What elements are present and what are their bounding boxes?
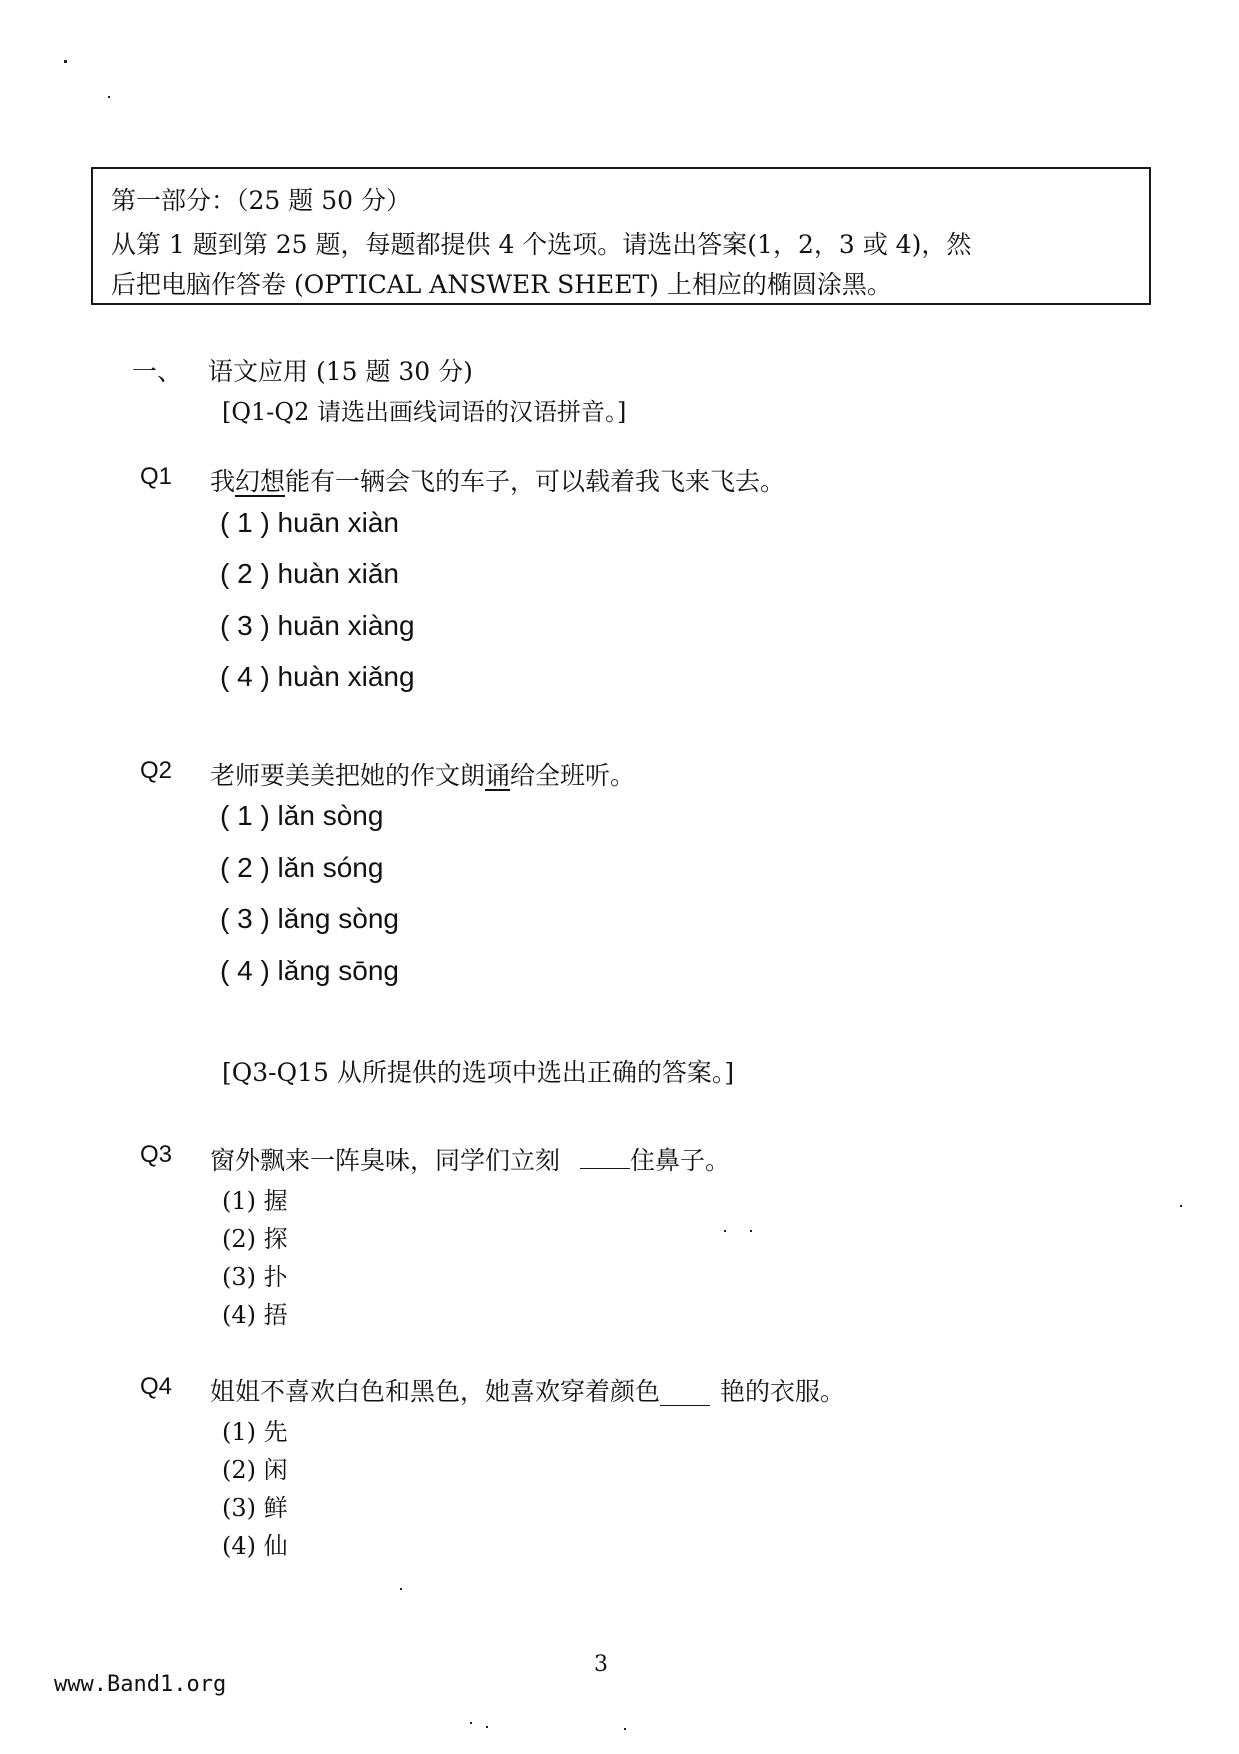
- question-text-part: 姐姐不喜欢白色和黑色，她喜欢穿着颜色: [210, 1377, 661, 1406]
- instruction-line-2: 后把电脑作答卷 (OPTICAL ANSWER SHEET) 上相应的椭圆涂黑。: [111, 270, 892, 299]
- question-text-part: 给全班听。: [510, 761, 636, 790]
- scan-speck: [108, 96, 110, 98]
- option-4[interactable]: (4) 捂: [222, 1301, 288, 1329]
- option-1[interactable]: ( 1 ) huān xiàn: [220, 507, 399, 538]
- page-number: 3: [594, 1652, 608, 1677]
- underlined-word: 幻想: [235, 467, 286, 496]
- scan-speck: [400, 1588, 402, 1590]
- question-text-part: 窗外飘来一阵臭味，同学们立刻: [210, 1146, 561, 1175]
- question-text-part: 艳的衣服。: [720, 1377, 846, 1406]
- option-2[interactable]: ( 2 ) lǎn sóng: [220, 852, 384, 883]
- question-number: Q1: [140, 463, 173, 490]
- instruction-line-1: 从第 1 题到第 25 题，每题都提供 4 个选项。请选出答案(1，2，3 或 4)，然: [111, 230, 972, 259]
- scan-speck: [470, 1722, 472, 1724]
- scan-speck: [1180, 1205, 1182, 1207]
- question-text-part: 我: [210, 467, 236, 496]
- question-number: Q4: [140, 1373, 173, 1400]
- website-watermark[interactable]: www.Band1.org: [54, 1672, 227, 1697]
- option-4[interactable]: ( 4 ) huàn xiǎng: [220, 661, 415, 692]
- question-text-part: 老师要美美把她的作文朗: [210, 761, 486, 790]
- question-text: [210, 462, 785, 498]
- underlined-word: 诵: [485, 761, 511, 790]
- question-text: [210, 1372, 845, 1408]
- scan-speck: [64, 60, 67, 63]
- question-number: Q3: [140, 1141, 173, 1168]
- section-title: 语文应用 (15 题 30 分): [208, 357, 473, 386]
- option-1[interactable]: (1) 握: [222, 1187, 288, 1215]
- scan-speck: [724, 1230, 726, 1232]
- option-2[interactable]: (2) 闲: [222, 1456, 288, 1484]
- option-1[interactable]: ( 1 ) lǎn sòng: [220, 800, 384, 831]
- scan-speck: [750, 1230, 752, 1232]
- option-4[interactable]: ( 4 ) lǎng sōng: [220, 955, 399, 986]
- section-note-q3-q15: [Q3-Q15 从所提供的选项中选出正确的答案。]: [222, 1058, 735, 1087]
- option-3[interactable]: ( 3 ) huān xiàng: [220, 610, 415, 641]
- question-text-part: 住鼻子。: [630, 1146, 731, 1175]
- section-note-q1-q2: [Q1-Q2 请选出画线词语的汉语拼音。]: [222, 398, 627, 426]
- question-number: Q2: [140, 757, 173, 784]
- question-text: [210, 756, 635, 792]
- option-2[interactable]: (2) 探: [222, 1225, 288, 1253]
- blank-line: ____: [580, 1140, 631, 1169]
- option-1[interactable]: (1) 先: [222, 1418, 288, 1446]
- option-2[interactable]: ( 2 ) huàn xiǎn: [220, 558, 399, 589]
- option-3[interactable]: (3) 扑: [222, 1263, 288, 1291]
- scan-speck: [624, 1728, 626, 1730]
- question-text: [210, 1140, 730, 1177]
- question-text-part: 能有一辆会飞的车子，可以载着我飞来飞去。: [285, 467, 786, 496]
- part-title: 第一部分：（25 题 50 分）: [111, 186, 411, 215]
- blank-line: ____: [660, 1377, 711, 1406]
- section-number: 一、: [132, 357, 183, 386]
- answer-blank: [560, 1140, 630, 1169]
- scan-speck: [486, 1726, 488, 1728]
- option-3[interactable]: ( 3 ) lǎng sòng: [220, 903, 399, 934]
- option-4[interactable]: (4) 仙: [222, 1532, 288, 1560]
- answer-blank: [660, 1377, 720, 1406]
- option-3[interactable]: (3) 鲜: [222, 1494, 288, 1522]
- instruction-box: [91, 167, 1151, 305]
